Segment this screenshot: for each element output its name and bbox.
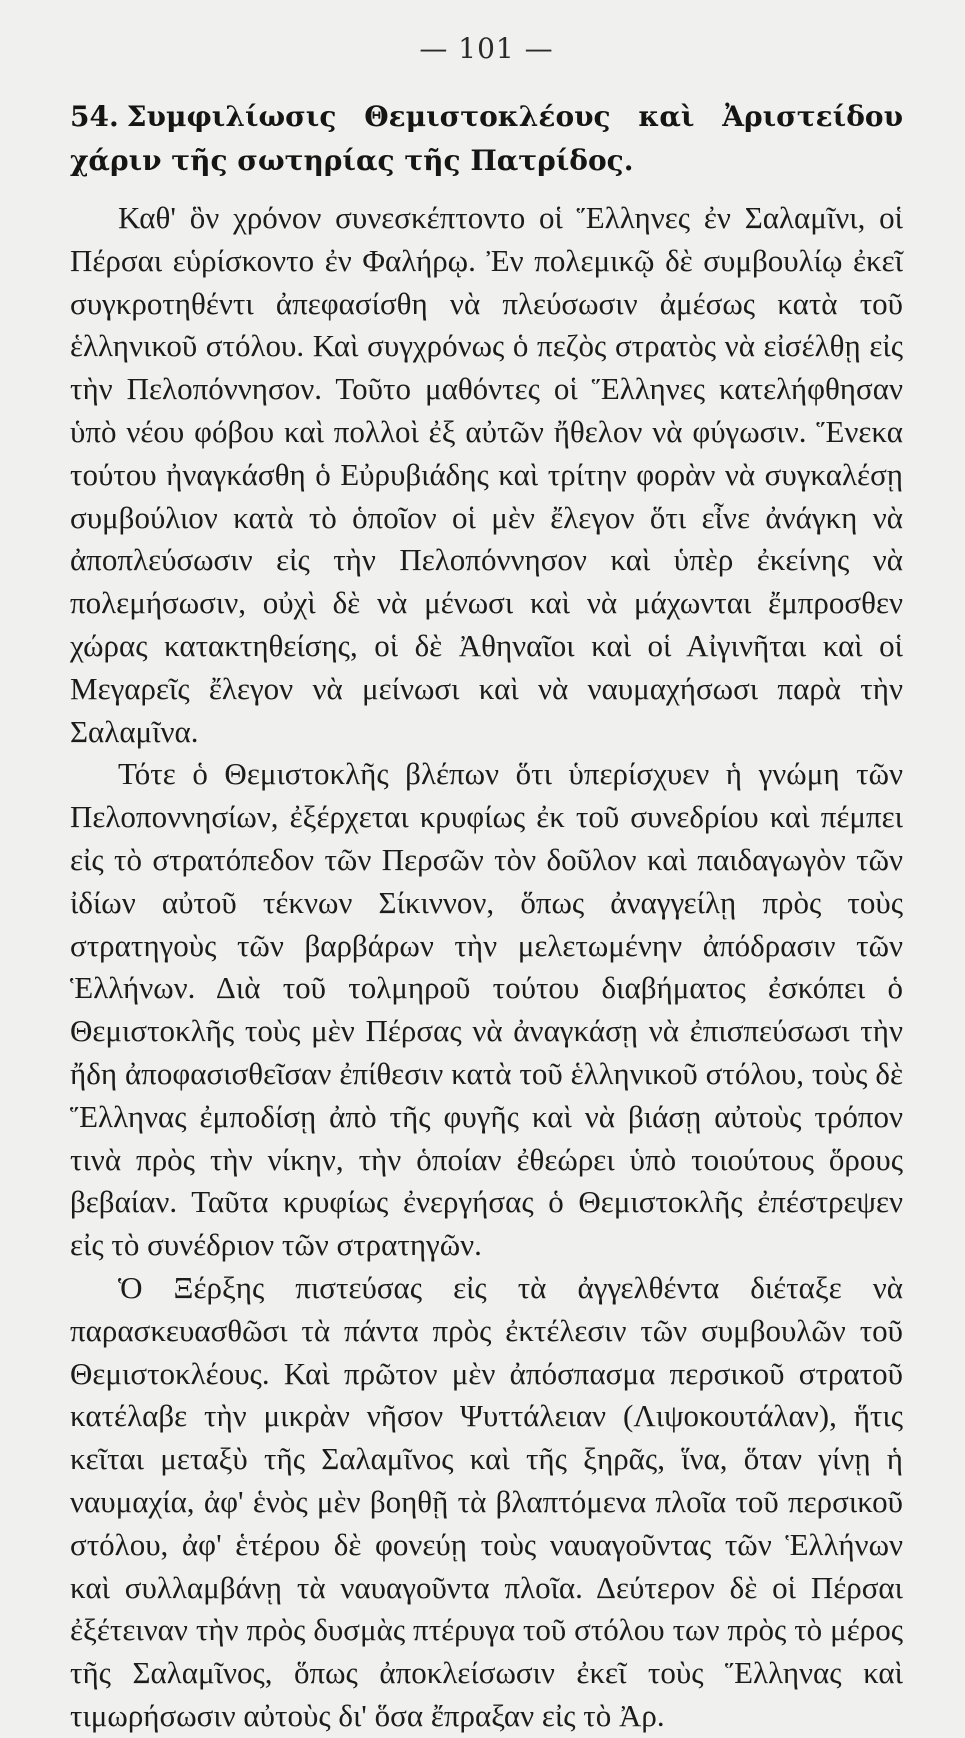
section-number: 54. xyxy=(70,100,119,133)
page-number: — 101 — xyxy=(419,32,554,65)
paragraph-2: Τότε ὁ Θεμιστοκλῆς βλέπων ὅτι ὑπερίσχυεν ἡ γνώμη τῶν Πελοποννησίων, ἐξέρχεται κρυφίως ἐκ τοῦ συνεδρίου καὶ πέμπει εἰς τὸ στρατόπεδον τῶν Περσῶν τὸν δοῦλον καὶ παιδαγωγὸν τῶν ἰδίων αὐτοῦ τέκνων Σίκιννον, ὅπως ἀναγγείλῃ πρὸς τοὺς στρατηγοὺς τῶν βαρβάρων τὴν μελετωμένην ἀπόδρασιν τῶν Ἑλλήνων. Διὰ τοῦ τολμηροῦ τούτου διαβήματος ἐσκόπει ὁ Θεμιστοκλῆς τοὺς μὲν Πέρσας νὰ ἀναγκάσῃ νὰ ἐπισπεύσωσι τὴν ἤδη ἀποφασισθεῖσαν ἐπίθεσιν κατὰ τοῦ ἑλληνικοῦ στόλου, τοὺς δὲ Ἕλληνας ἐμποδίσῃ ἀπὸ τῆς φυγῆς καὶ νὰ βιάσῃ αὐτοὺς τρόπον τινὰ πρὸς τὴν νίκην, τὴν ὁποίαν ἐθεώρει ὑπὸ τοιούτους ὅρους βεβαίαν. Ταῦτα κρυφίως ἐνεργήσας ὁ Θεμιστοκλῆς ἐπέστρεψεν εἰς τὸ συνέδριον τῶν στρατηγῶν. xyxy=(70,756,903,1263)
paragraph-1: Καθ' ὃν χρόνον συνεσκέπτοντο οἱ Ἕλληνες ἐν Σαλαμῖνι, οἱ Πέρσαι εὑρίσκοντο ἐν Φαλήρῳ. Ἐν πολεμικῷ δὲ συμβουλίῳ ἐκεῖ συγκροτηθέντι ἀπεφασίσθη νὰ πλεύσωσιν ἀμέσως κατὰ τοῦ ἑλληνικοῦ στόλου. Καὶ συγχρόνως ὁ πεζὸς στρατὸς νὰ εἰσέλθῃ εἰς τὴν Πελοπόννησον. Τοῦτο μαθόντες οἱ Ἕλληνες κατελήφθησαν ὑπὸ νέου φόβου καὶ πολλοὶ ἐξ αὐτῶν ἤθελον νὰ φύγωσιν. Ἕνεκα τούτου ἠναγκάσθη ὁ Εὐρυβιάδης καὶ τρίτην φορὰν νὰ συγκαλέσῃ συμβούλιον κατὰ τὸ ὁποῖον οἱ μὲν ἔλεγον ὅτι εἶνε ἀνάγκη νὰ ἀποπλεύσωσιν εἰς τὴν Πελοπόννησον καὶ ὑπὲρ ἐκείνης νὰ πολεμήσωσιν, οὐχὶ δὲ νὰ μένωσι καὶ νὰ μάχωνται ἔμπροσθεν χώρας κατακτηθείσης, οἱ δὲ Ἀθηναῖοι καὶ οἱ Αἰγινῆται καὶ οἱ Μεγαρεῖς ἔλεγον νὰ μείνωσι καὶ νὰ ναυμαχήσωσι παρὰ τὴν Σαλαμῖνα. xyxy=(70,200,903,749)
section-heading xyxy=(70,95,903,183)
paragraph-3: Ὁ Ξέρξης πιστεύσας εἰς τὰ ἀγγελθέντα διέταξε νὰ παρασκευασθῶσι τὰ πάντα πρὸς ἐκτέλεσιν τῶν συμβουλῶν τοῦ Θεμιστοκλέους. Καὶ πρῶτον μὲν ἀπόσπασμα περσικοῦ στρατοῦ κατέλαβε τὴν μικρὰν νῆσον Ψυττάλειαν (Λιψοκουτάλαν), ἥτις κεῖται μεταξὺ τῆς Σαλαμῖνος καὶ τῆς ξηρᾶς, ἵνα, ὅταν γίνῃ ἡ ναυμαχία, ἀφ' ἑνὸς μὲν βοηθῇ τὰ βλαπτόμενα πλοῖα τοῦ περσικοῦ στόλου, ἀφ' ἑτέρου δὲ φονεύῃ τοὺς ναυαγοῦντας τῶν Ἑλλήνων καὶ συλλαμβάνῃ τὰ ναυαγοῦντα πλοῖα. Δεύτερον δὲ οἱ Πέρσαι ἐξέτειναν τὴν πρὸς δυσμὰς πτέρυγα τοῦ στόλου των πρὸς τὸ μέρος τῆς Σαλαμῖνος, ὅπως ἀποκλείσωσιν ἐκεῖ τοὺς Ἕλληνας καὶ τιμωρήσωσιν αὐτοὺς δι' ὅσα ἔπραξαν εἰς τὸ Ἀρ. xyxy=(70,1269,903,1733)
section-title: Συμφιλίωσις Θεμιστοκλέους καὶ Ἀριστείδου χάριν τῆς σωτηρίας τῆς Πατρίδος. xyxy=(70,100,903,177)
